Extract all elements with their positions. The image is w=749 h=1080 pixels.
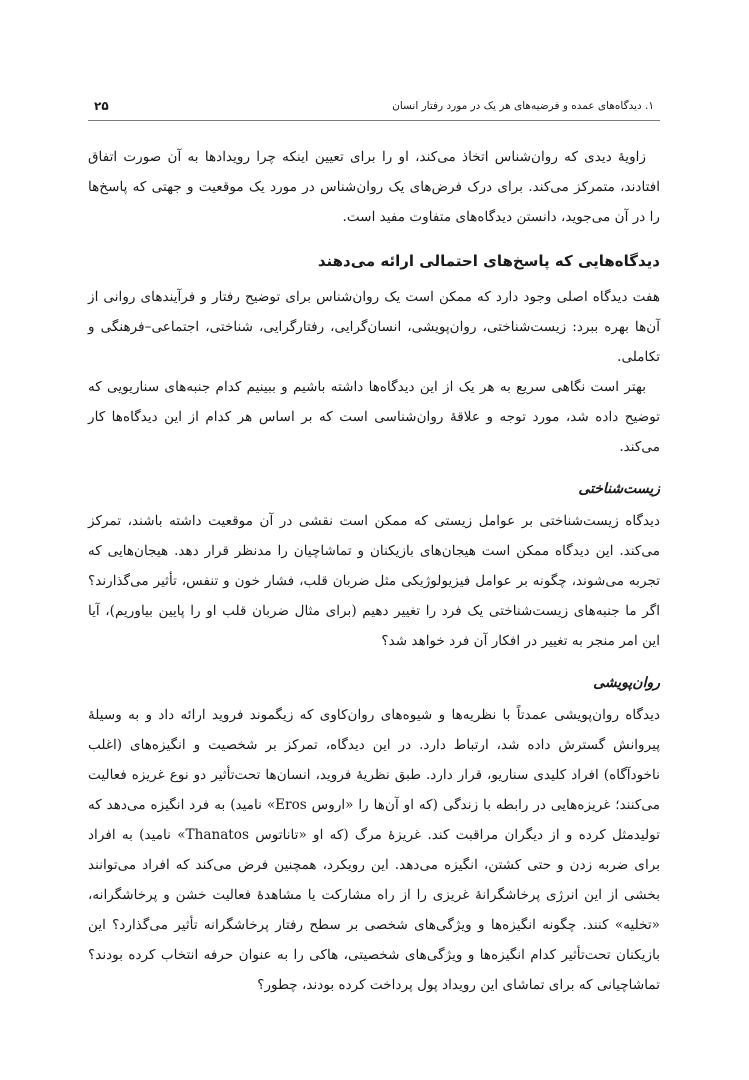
psychodynamic-heading: روان‌پویشی bbox=[593, 675, 660, 691]
section-paragraph-1: هفت دیدگاه اصلی وجود دارد که ممکن است یک روان‌شناس برای توضیح رفتار و فرآیندهای روانی از آن‌ها بهره ببرد: زیست‌شناختی، روان‌پویشی، انسان‌گرایی، رفتارگرایی، شناختی، اجتماعی–فرهنگی و تکاملی. bbox=[88, 289, 660, 365]
psychodynamic-paragraph: دیدگاه روان‌پویشی عمدتاً با نظریه‌ها و شیوه‌های روان‌کاوی که زیگموند فروید ارائه داد و به وسیلهٔ پیروانش گسترش داده شد، ارتباط دارد. در این دیدگاه، تمرکز بر شخصیت و انگیزه‌های (اغلب ناخودآگاه) افراد کلیدی سناریو، قرار دارد. طبق نظریهٔ فروید، انسان‌ها تحت‌تأثیر دو نوع غریزه فعالیت می‌کنند؛ غریزه‌هایی در رابطه با زندگی (که او آن‌ها را «اروس Eros» نامید) به فرد انگیزه می‌دهد که تولیدمثل کرده و از دیگران مراقبت کند. غریزهٔ مرگ (که او «تاناتوس Thanatos» نامید) به افراد برای ضربه زدن و حتی کشتن، انگیزه می‌دهد. این رویکرد، همچنین فرض می‌کند که افراد می‌توانند بخشی از این انرژی پرخاشگرانهٔ غریزی را از راه مشارکت یا مشاهدهٔ فعالیت خشن و پرخاشگرانه، «تخلیه» کنند. چگونه انگیزه‌ها و ویژگی‌های شخصی بر سطح رفتار پرخاشگرانه تأثیر می‌گذارد؟ این بازیکنان تحت‌تأثیر کدام انگیزه‌ها و ویژگی‌های شخصیتی، هاکی را به عنوان حرفه انتخاب کرده بودند؟ تماشاچیانی که برای تماشای این رویداد پول پرداخت کرده بودند، چطور؟ bbox=[88, 707, 660, 993]
intro-paragraph: زاویهٔ دیدی که روان‌شناس اتخاذ می‌کند، او را برای تعیین اینکه چرا رویدادها به آن صورت اتفاق افتادند، متمرکز می‌کند. برای درک فرض‌های یک روان‌شناس در مورد یک موقعیت و جهتی که پاسخ‌ها را در آن می‌جوید، دانستن دیدگاه‌های متفاوت مفید است. bbox=[88, 149, 660, 225]
header-divider bbox=[88, 120, 660, 121]
biological-paragraph: دیدگاه زیست‌شناختی بر عوامل زیستی که ممکن است نقشی در آن موقعیت داشته باشند، تمرکز می‌کند. این دیدگاه ممکن است هیجان‌های بازیکنان و تماشاچیان را مدنظر قرار دهد. هیجان‌هایی که تجربه می‌شوند، چگونه بر عوامل فیزیولوژیکی مثل ضربان قلب، فشار خون و تنفس، تأثیر می‌گذارند؟ اگر ما جنبه‌های زیست‌شناختی یک فرد را تغییر دهیم (برای مثال ضربان قلب او را پایین بیاوریم)، آیا این امر منجر به تغییر در افکار آن فرد خواهد شد؟ bbox=[88, 513, 660, 649]
page-body bbox=[88, 142, 660, 1000]
book-page bbox=[88, 0, 660, 1080]
chapter-title: ۱. دیدگاه‌های عمده و فرضیه‌های هر یک در مورد رفتار انسان bbox=[392, 100, 654, 112]
running-head bbox=[88, 96, 660, 116]
biological-heading: زیست‌شناختی bbox=[578, 481, 660, 497]
section-heading: دیدگاه‌هایی که پاسخ‌های احتمالی ارائه می‌دهند bbox=[317, 252, 660, 270]
page-number: ۲۵ bbox=[94, 99, 109, 113]
section-paragraph-2: بهتر است نگاهی سریع به هر یک از این دیدگاه‌ها داشته باشیم و ببینیم کدام جنبه‌های سناریویی که توضیح داده شد، مورد توجه و علاقهٔ روان‌شناسی است که بر اساس هر کدام از این دیدگاه‌ها کار می‌کند. bbox=[88, 379, 660, 455]
